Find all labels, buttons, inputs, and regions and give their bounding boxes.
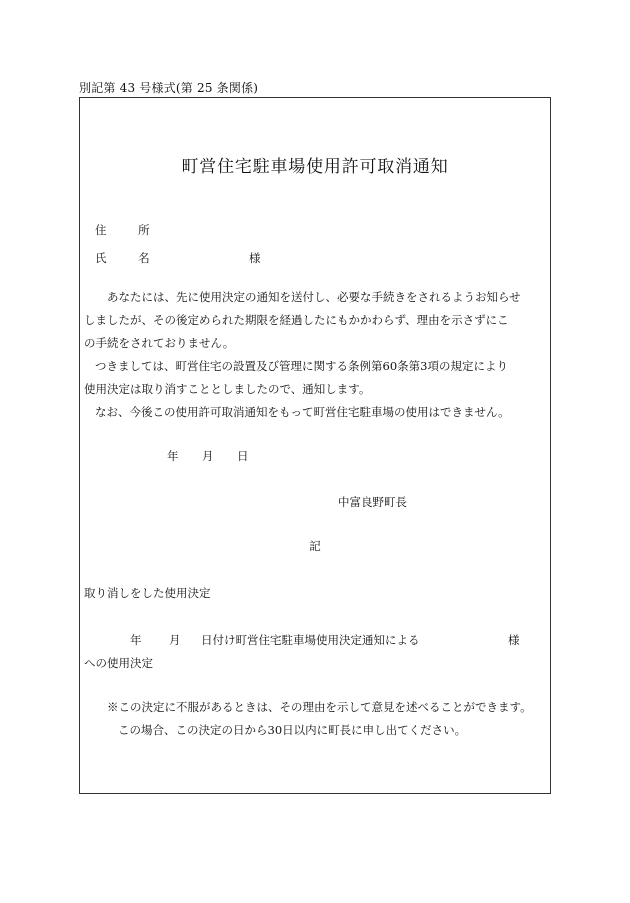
body-line: あなたには、先に使用決定の通知を送付し、必要な手続きをされるようお知らせ	[107, 290, 521, 304]
cancelled-decision-heading: 取り消しをした使用決定	[84, 586, 211, 600]
document-title: 町営住宅駐車場使用許可取消通知	[181, 157, 449, 177]
body-line: 使用決定は取り消すこととしましたので、通知します。	[84, 382, 371, 396]
decision-honorific: 様	[508, 633, 520, 647]
decision-year: 年	[130, 633, 142, 647]
body-line: つきましては、町営住宅の設置及び管理に関する条例第60条第3項の規定により	[95, 359, 508, 373]
form-number: 別記第 43 号様式(第 25 条関係)	[79, 81, 259, 95]
objection-notice: ※この決定に不服があるときは、その理由を示して意見を述べることができます。	[107, 700, 532, 714]
note-heading: 記	[309, 539, 321, 553]
deadline-notice: この場合、この決定の日から30日以内に町長に申し出てください。	[118, 723, 467, 737]
address-label: 住 所	[95, 223, 164, 237]
decision-text: 日付け町営住宅駐車場使用決定通知による	[201, 633, 420, 647]
name-label: 氏 名	[95, 251, 164, 265]
notice-document	[79, 97, 551, 794]
recipient-honorific: 様	[249, 251, 261, 265]
decision-month: 月	[169, 633, 181, 647]
body-line: なお、今後この使用許可取消通知をもって町営住宅駐車場の使用はできません。	[95, 405, 510, 419]
date-month: 月	[202, 449, 214, 463]
body-line: しましたが、その後定められた期限を経過したにもかかわらず、理由を示さずにこ	[84, 313, 509, 327]
date-day: 日	[237, 449, 249, 463]
issuer-name: 中富良野町長	[338, 495, 407, 509]
body-line: の手続をされておりません。	[84, 336, 235, 350]
date-year: 年	[167, 449, 179, 463]
decision-continuation: への使用決定	[84, 656, 153, 670]
